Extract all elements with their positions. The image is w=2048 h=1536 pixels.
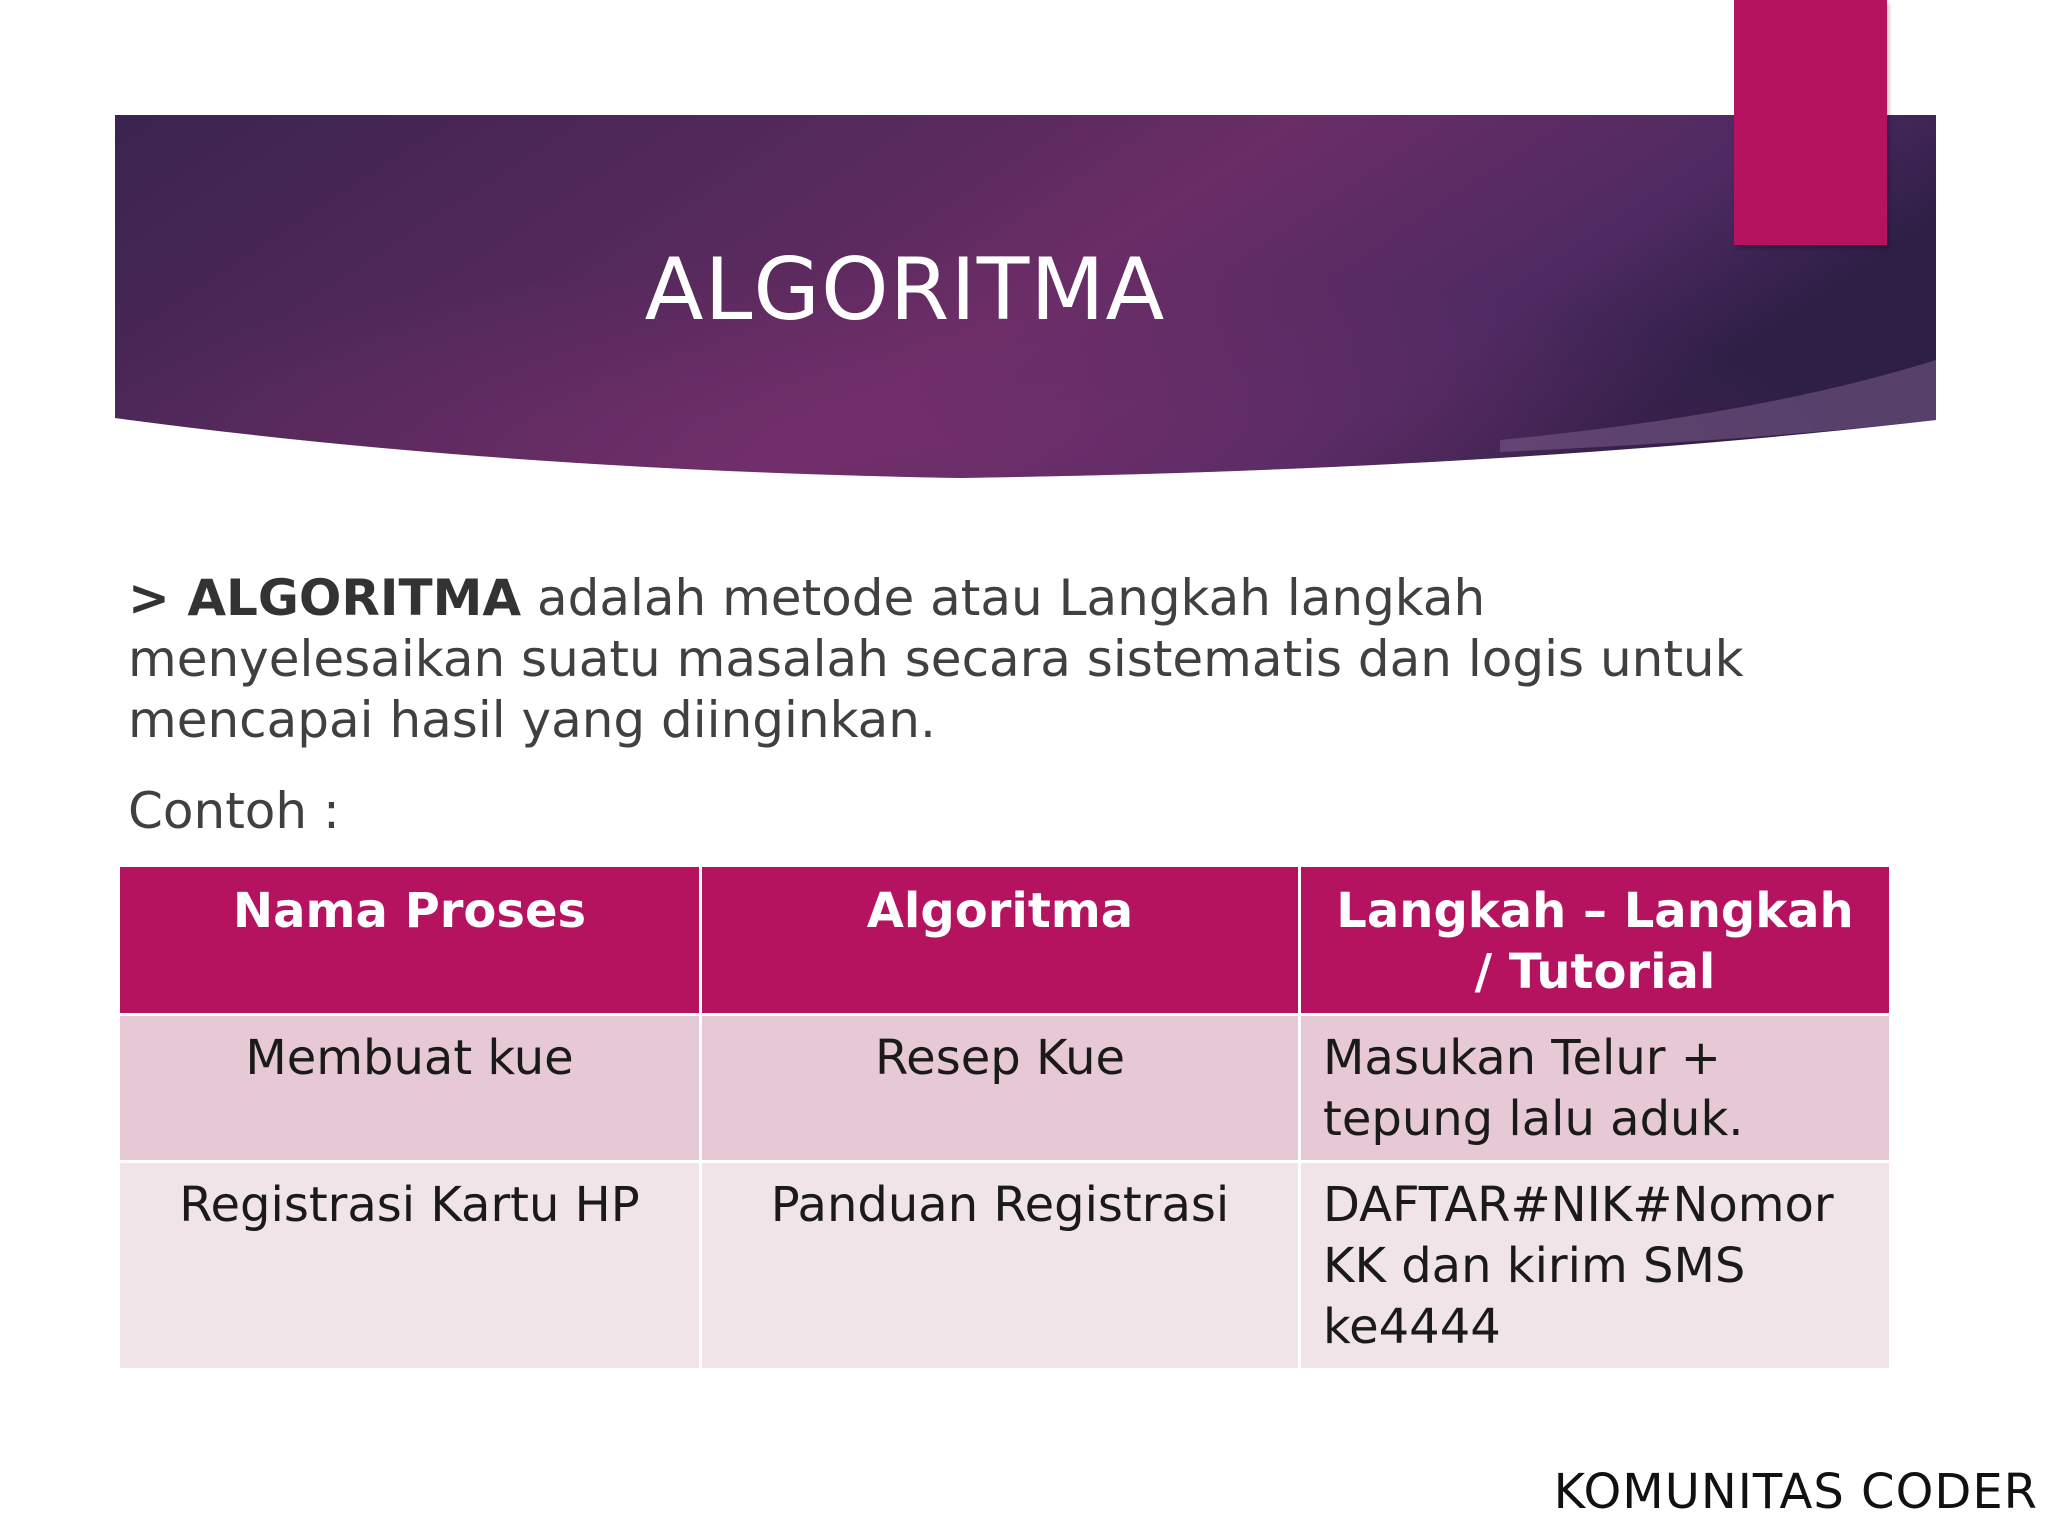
table-row [119, 1015, 1891, 1162]
table-cell: Masukan Telur + tepung lalu aduk. [1300, 1015, 1891, 1162]
table-cell: Panduan Registrasi [701, 1162, 1300, 1370]
table-cell: DAFTAR#NIK#Nomor KK dan kirim SMS ke4444 [1300, 1162, 1891, 1370]
table-cell: Resep Kue [701, 1015, 1300, 1162]
table-row [119, 1162, 1891, 1370]
header-algoritma: Algoritma [701, 866, 1300, 1015]
header-langkah: Langkah – Langkah / Tutorial [1300, 866, 1891, 1015]
example-label: Contoh : [128, 782, 340, 840]
accent-tab [1734, 0, 1887, 245]
definition-term: ALGORITMA [187, 569, 522, 627]
algorithm-table [117, 864, 1892, 1371]
footer-brand: KOMUNITAS CODER [1553, 1464, 2038, 1520]
definition-paragraph [128, 568, 1868, 751]
definition-prefix: > [128, 569, 188, 627]
table-cell: Membuat kue [119, 1015, 701, 1162]
slide-title: ALGORITMA [644, 240, 1166, 340]
header-nama-proses: Nama Proses [119, 866, 701, 1015]
table-cell: Registrasi Kartu HP [119, 1162, 701, 1370]
table-header-row [119, 866, 1891, 1015]
definition-text: adalah metode atau Langkah langkah menyelesaikan suatu masalah secara sistematis dan logis untuk mencapai hasil yang diinginkan. [128, 569, 1744, 749]
